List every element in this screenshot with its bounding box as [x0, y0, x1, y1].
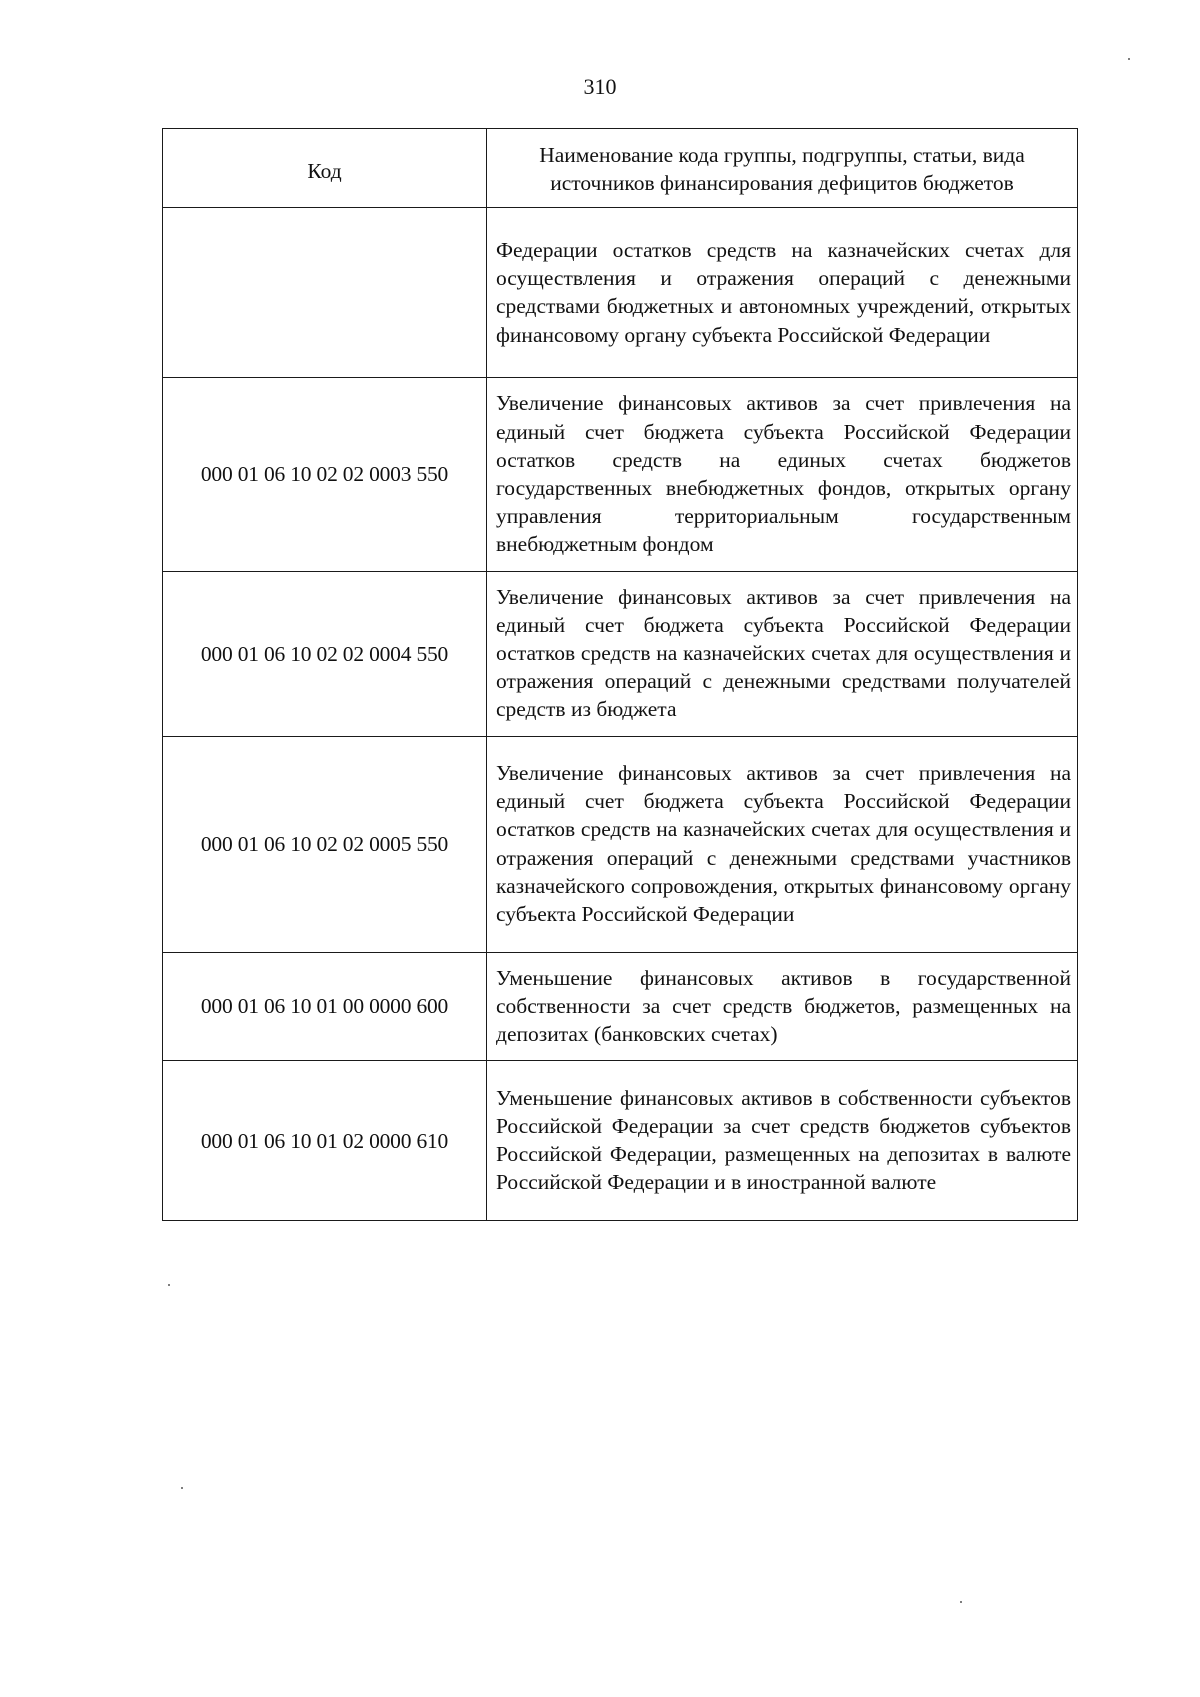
column-header-code: Код	[163, 129, 487, 208]
table-row	[163, 952, 1078, 1061]
scan-speck	[181, 1487, 183, 1489]
name-cell: Уменьшение финансовых активов в государственной собственности за счет средств бюджетов, размещенных на депозитах (банковских счетах)	[487, 952, 1078, 1061]
name-cell: Увеличение финансовых активов за счет привлечения на единый счет бюджета субъекта Российской Федерации остатков средств на единых счетах бюджетов государственных внебюджетных фондов, открытых органу управления территориальным государственным внебюджетным фондом	[487, 378, 1078, 571]
table-row	[163, 571, 1078, 736]
name-cell: Увеличение финансовых активов за счет привлечения на единый счет бюджета субъекта Российской Федерации остатков средств на казначейских счетах для осуществления и отражения операций с денежными средствами участников казначейского сопровождения, открытых финансовому органу субъекта Российской Федерации	[487, 736, 1078, 952]
name-cell: Уменьшение финансовых активов в собственности субъектов Российской Федерации за счет средств бюджетов субъектов Российской Федерации, размещенных на депозитах в валюте Российской Федерации и в иностранной валюте	[487, 1061, 1078, 1221]
name-cell: Федерации остатков средств на казначейских счетах для осуществления и отражения операций с денежными средствами бюджетных и автономных учреждений, открытых финансовому органу субъекта Российской Федерации	[487, 208, 1078, 378]
table-row	[163, 208, 1078, 378]
table-row	[163, 378, 1078, 571]
table-header-row	[163, 129, 1078, 208]
code-cell	[163, 208, 487, 378]
code-cell: 000 01 06 10 02 02 0003 550	[163, 378, 487, 571]
page-number: 310	[583, 74, 617, 99]
table-row	[163, 1061, 1078, 1221]
name-cell: Увеличение финансовых активов за счет привлечения на единый счет бюджета субъекта Российской Федерации остатков средств на казначейских счетах для осуществления и отражения операций с денежными средствами получателей средств из бюджета	[487, 571, 1078, 736]
code-cell: 000 01 06 10 02 02 0005 550	[163, 736, 487, 952]
code-cell: 000 01 06 10 01 00 0000 600	[163, 952, 487, 1061]
code-cell: 000 01 06 10 01 02 0000 610	[163, 1061, 487, 1221]
scan-speck	[1128, 58, 1130, 60]
scan-speck	[960, 1601, 962, 1603]
table-row	[163, 736, 1078, 952]
column-header-name: Наименование кода группы, подгруппы, статьи, вида источников финансирования дефицитов бюджетов	[487, 129, 1078, 208]
code-cell: 000 01 06 10 02 02 0004 550	[163, 571, 487, 736]
scan-speck	[168, 1284, 170, 1286]
budget-codes-table	[162, 128, 1078, 1221]
